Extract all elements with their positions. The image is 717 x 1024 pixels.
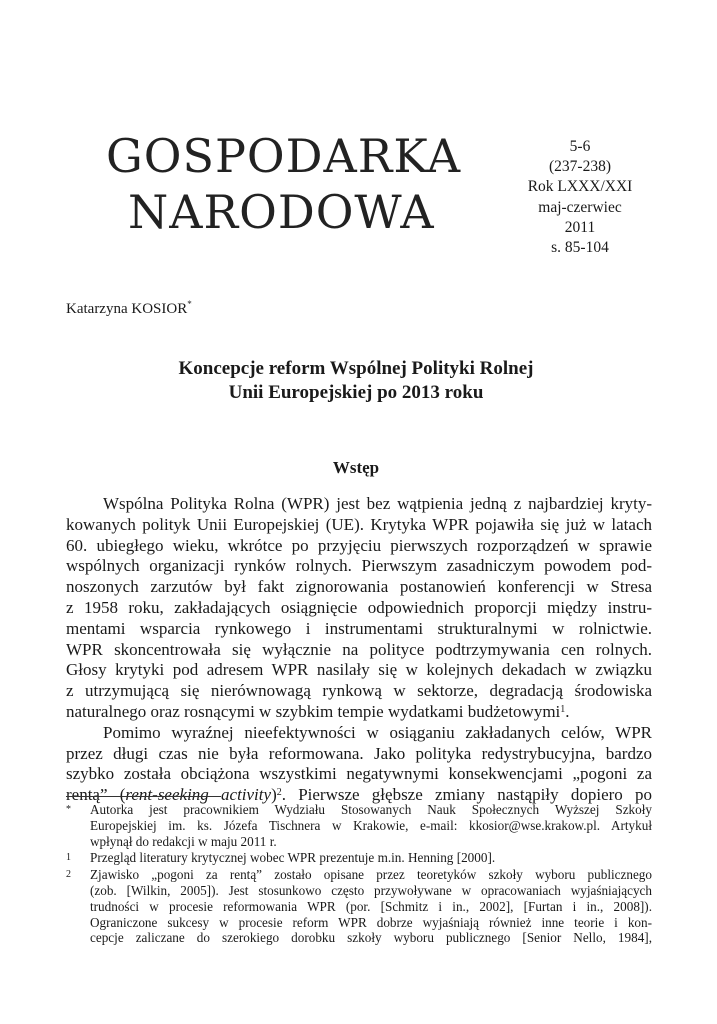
issue-year-volume: Rok LXXX/XXI [527,178,633,196]
body-line: z 1958 roku, zakładających osiągnięcie odpowiednich proporcji między instru- [66,597,652,617]
footnote-1 [66,850,652,866]
footnote-line: Ograniczone sukcesy w procesie reform WPR dobrze wyjaśniają również inne teorie i kon- [90,914,652,930]
journal-title-line2: NARODOWA [128,185,435,239]
footnote-ref-1[interactable]: 1 [560,703,566,715]
issue-months: maj-czerwiec [538,198,622,216]
issue-year: 2011 [564,218,596,236]
author-name: Katarzyna KOSIOR [66,301,188,317]
footnotes [66,802,652,947]
issue-number: 5-6 [569,138,591,155]
article-title-line2: Unii Europejskiej po 2013 roku [228,382,484,403]
body-line: Głosy krytyki pod adresem WPR nasilały się w kolejnych dekadach w związku [66,660,652,680]
footnote-line: Zjawisko „pogoni za rentą” zostało opisane przez teoretyków szkoły wyboru publicznego [90,867,652,883]
article-title-line1: Koncepcje reform Wspólnej Polityki Rolnej [178,358,534,379]
footnote-author [66,802,652,849]
footnote-mark: * [66,804,71,815]
body-line-text: rentą” ( [66,785,126,805]
issue-total-number: (237-238) [549,158,611,176]
footnote-line: trudności w procesie reformowania WPR (por. [Schmitz i in., 2002], [Furtan i in., 2008]). [90,898,652,914]
body-italic-term: rent-seeking activity [125,785,272,805]
issue-info [505,137,655,258]
body-line-text: . Pierwsze głębsze zmiany nastąpiły dopiero po [281,785,653,805]
body-line: wspólnych organizacji rynków rolnych. Pierwszym zasadniczym powodem pod- [66,556,652,576]
author-line [66,299,192,318]
body-line: 60. ubiegłego wieku, wkrótce po przyjęciu pierwszych rozporządzeń w sprawie [66,535,652,555]
footnote-line: Europejskiej im. ks. Józefa Tischnera w Krakowie, e-mail: kkosior@wse.krakow.pl. Artykuł [90,817,652,833]
section-heading: Wstęp [332,458,380,477]
journal-title-line1: GOSPODARKA [106,129,462,183]
body-line: mentami wsparcia rynkowego i instrumentami strukturalnymi w rolnictwie. [66,618,652,638]
body-line-text: naturalnego oraz rosnącymi w szybkim tempie wydatkami budżetowymi [66,701,561,721]
footnote-mark: 1 [66,852,71,864]
footnote-2 [66,867,652,946]
body-line: z utrzymującą się nierównowagą rynkową w sektorze, degradacją środowiska [66,681,652,701]
footnote-line: cepcje zaliczane do szerokiego dorobku szkoły wyboru publicznego [Senior Nello, 1984], [90,930,652,946]
issue-pages: s. 85-104 [551,239,609,257]
body-line: kowanych polityk Unii Europejskiej (UE). Krytyka WPR pojawiła się już w latach [66,514,652,534]
footnote-line: Przegląd literatury krytycznej wobec WPR prezentuje m.in. Henning [2000]. [90,850,496,866]
footnote-mark: 2 [66,869,71,881]
body-line [66,702,652,723]
footnote-ref-2[interactable]: 2 [276,787,282,799]
footnote-line: wpłynął do redakcji w maju 2011 r. [90,833,277,849]
body-line-end: . [565,701,570,721]
body-line: WPR skoncentrowała się wyłącznie na polityce podtrzymywania cen rolnych. [66,639,652,659]
footnote-line: (zob. [Wilkin, 2005]). Jest stosunkowo często przywoływane w opracowaniach wyjaśniających [90,882,652,898]
journal-title [106,128,466,240]
body-line: szybko została obciążona wszystkimi negatywnymi konsekwencjami „pogoni za [66,764,652,784]
body-text [66,494,652,806]
body-line: Pomimo wyraźnej nieefektywności w osiąganiu zakładanych celów, WPR [103,722,652,742]
author-footnote-mark: * [187,299,192,309]
body-line: noszonych zarzutów był fakt zignorowania postanowień konferencji w Stresa [66,577,652,597]
footnote-line: Autorka jest pracownikiem Wydziału Stosowanych Nauk Społecznych Wyższej Szkoły [90,802,652,817]
body-line: Wspólna Polityka Rolna (WPR) jest bez wątpienia jedną z najbardziej kryty- [103,494,652,513]
body-line: przez długi czas nie była reformowana. Jako polityka redystrybucyjna, bardzo [66,743,652,763]
footnote-divider [66,796,221,797]
body-line-text: ) [271,785,277,805]
article-title [66,357,646,405]
